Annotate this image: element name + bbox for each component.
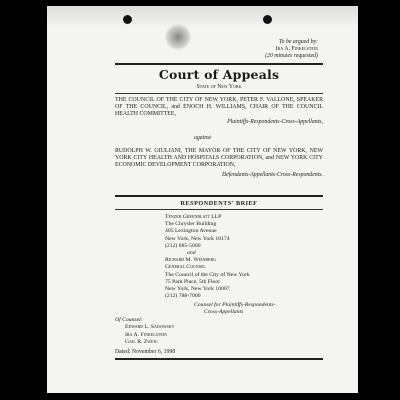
title-rule-top [115,63,323,65]
of-counsel-name: Ira A. Finkelstein [125,331,168,338]
of-counsel-block [115,317,175,347]
of-counsel-name: Gail R. Zweig [125,339,158,346]
scan-top-strip [47,6,358,28]
court-state: State of New York [196,84,242,90]
counsel-for-line1: Counsel for Plaintiffs-Respondents- [194,302,276,308]
against-label: against [193,135,212,141]
counsel2-address-line: New York, New York 10007 [165,286,230,293]
firm-name: Tenzer Greenblatt LLP [165,214,222,220]
ink-smudge [165,24,191,50]
counsel-for-line2: Cross-Appellants [204,309,244,315]
date-line: Dated: November 6, 1998 [115,349,176,355]
counsel2-title: General Counsel [165,264,206,271]
punch-hole-right [263,15,272,24]
argued-by-name: Ira A. Finkelstein [275,46,318,53]
firm-address-line: 405 Lexington Avenue [165,228,217,235]
punch-hole-left [123,15,132,24]
court-title: Court of Appeals [158,67,280,82]
firm-phone: (212) 885-5000 [165,242,201,249]
counsel2-name: Richard M. Weinberg [165,257,217,264]
counsel2-address-line: 75 Park Place, 5th Floor [165,278,221,285]
of-counsel-heading: Of Counsel: [115,317,143,323]
counsel-address-block [165,214,250,300]
defendants-role: Defendants-Appellants-Cross-Respondents. [221,172,323,178]
defendants-text: RUDOLPH W. GIULIANI, THE MAYOR OF THE CITY OF NEW YORK, NEW YORK CITY HEALTH AND HOSPITALS CORPORATION, and NEW YORK CITY ECONOMIC DEVELOPMENT CORPORATION, [115,148,323,168]
title-rule-bottom [115,93,323,94]
brief-rule-bottom [115,209,323,210]
plaintiffs-text: THE COUNCIL OF THE CITY OF NEW YORK, PETER F. VALLONE, SPEAKER OF THE COUNCIL, and ENOCH H. WILLIAMS, CHAIR OF THE COUNCIL HEALTH COMMITTEE, [115,97,323,117]
document-page [47,6,358,393]
firm-address-line: The Chrysler Building [165,221,217,228]
argued-by-label: To be argued by: [278,39,318,45]
counsel-for-block [194,302,324,316]
argued-by-block [265,39,318,61]
plaintiffs-role: Plaintiffs-Respondents-Cross-Appellants, [227,119,323,125]
counsel2-address-line: The Council of the City of New York [165,271,250,278]
brief-rule-top [115,195,323,197]
argued-by-time: (20 minutes requested) [265,53,318,60]
bottom-rule [115,358,323,360]
firm-address-line: New York, New York 10174 [165,235,230,242]
counsel2-phone: (212) 788-7000 [165,293,201,300]
and-connector: and [187,250,196,257]
brief-title: RESPONDENTS' BRIEF [180,200,258,207]
of-counsel-name: Edward L. Sadowsky [125,324,175,331]
